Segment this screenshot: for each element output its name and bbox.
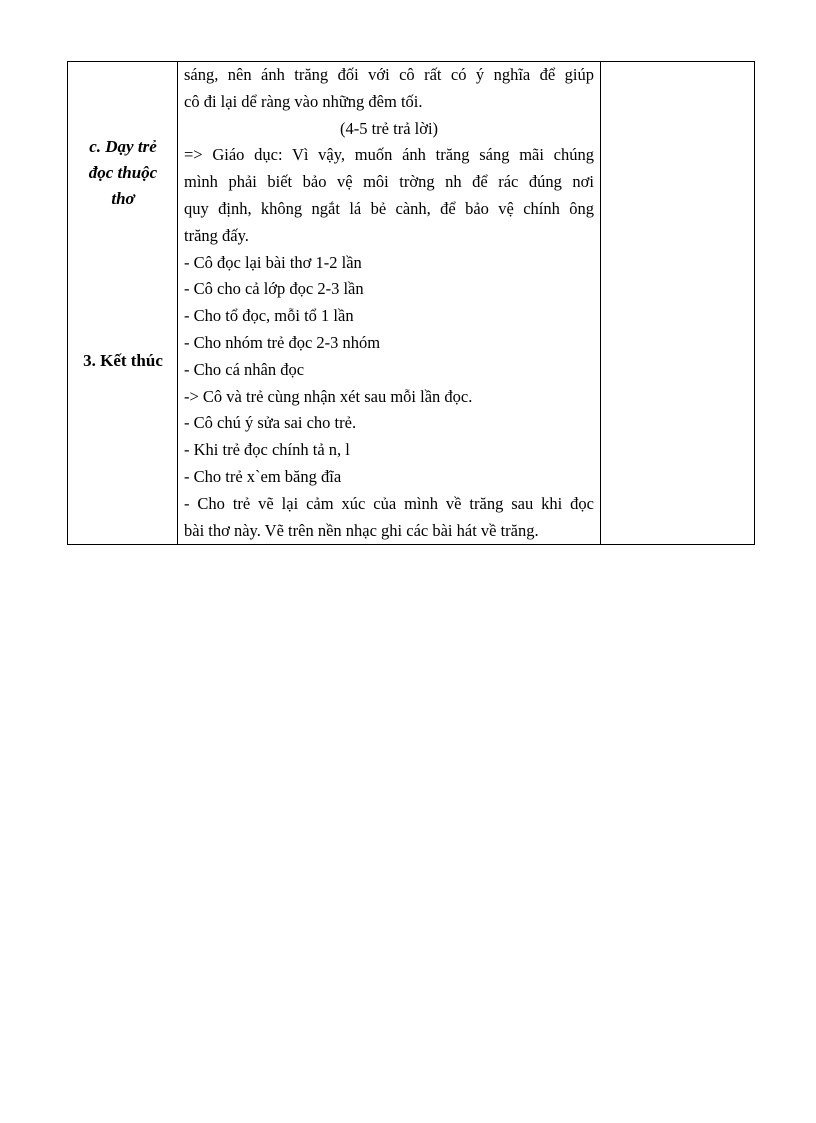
section-c-label-line-3: thơ (111, 189, 135, 208)
section-c-label-line-2: đọc thuộc (88, 163, 158, 182)
content-line: - Cho nhóm trẻ đọc 2-3 nhóm (184, 332, 381, 352)
content-line: cô đi lại dể ràng vào những đêm tối. (184, 91, 423, 111)
activity-content-cell (178, 62, 601, 545)
notes-cell (601, 62, 755, 545)
lesson-plan-table (67, 61, 755, 545)
content-line: (4-5 trẻ trả lời) (339, 118, 439, 138)
content-line: - Cho trẻ vẽ lại cảm xúc của mình về trăng sau khi đọc (184, 493, 594, 513)
content-line: trăng đấy. (184, 225, 249, 245)
section-c-label (68, 134, 178, 212)
content-line: - Cho trẻ x`em băng đĩa (184, 466, 342, 486)
content-line: mình phải biết bảo vệ môi trờng nh để rác đúng nơi (184, 172, 594, 192)
content-line: => Giáo dục: Vì vậy, muốn ánh trăng sáng mãi chúng (184, 145, 594, 165)
content-line: -> Cô và trẻ cùng nhận xét sau mỗi lần đọc. (184, 386, 473, 406)
section-c-label-line-1: c. Dạy trẻ (89, 137, 157, 156)
content-line: - Cô đọc lại bài thơ 1-2 lần (184, 252, 362, 272)
section-label-cell (68, 62, 178, 545)
content-line: quy định, không ngắt lá bẻ cành, để bảo vệ chính ông (184, 198, 594, 218)
content-line: - Khi trẻ đọc chính tả n, l (184, 440, 350, 460)
content-line: bài thơ này. Vẽ trên nền nhạc ghi các bài hát về trăng. (184, 520, 539, 540)
content-line: - Cô chú ý sửa sai cho trẻ. (184, 413, 357, 433)
content-line: sáng, nên ánh trăng đối với cô rất có ý nghĩa để giúp (184, 65, 594, 84)
table-row (68, 62, 755, 545)
content-line: - Cô cho cả lớp đọc 2-3 lần (184, 279, 364, 299)
content-line: - Cho tổ đọc, mỗi tổ 1 lần (184, 306, 354, 326)
section-3-label: 3. Kết thúc (83, 351, 163, 370)
content-line: - Cho cá nhân đọc (184, 359, 305, 379)
